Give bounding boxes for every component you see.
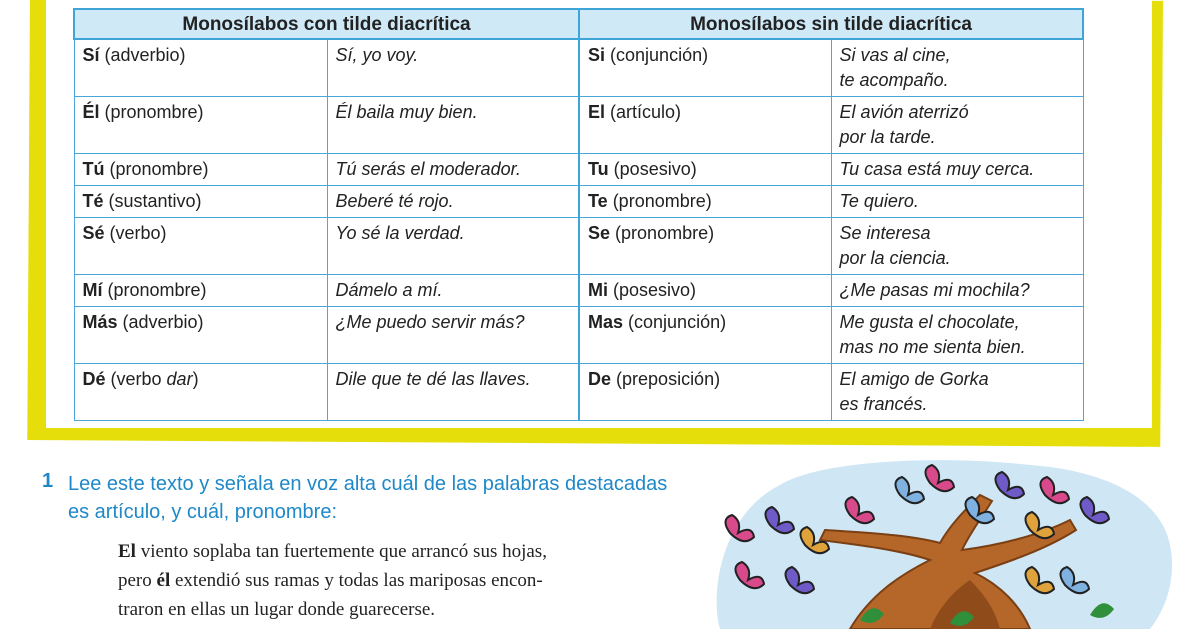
word-cell (74, 186, 327, 218)
word-sin-tilde: El (588, 102, 606, 122)
example-cell (831, 307, 1083, 364)
word-category: (verbo) (104, 223, 167, 243)
example-line: El amigo de Gorka (839, 369, 989, 389)
word-con-tilde: Él (82, 102, 100, 122)
word-sin-tilde: De (588, 369, 612, 389)
word-sin-tilde: Tu (588, 159, 609, 179)
word-category: (conjunción) (623, 312, 727, 332)
word-con-tilde: Tú (82, 159, 105, 179)
word-sin-tilde: Se (588, 223, 611, 243)
reading-text: traron en ellas un lugar donde guarecerse. (118, 599, 436, 620)
word-sin-tilde: Te (588, 191, 608, 211)
tilde-diacritica-table (73, 8, 1084, 421)
word-con-tilde: Té (82, 191, 104, 211)
table-row (74, 275, 1083, 307)
highlighted-word: él (156, 570, 171, 591)
reading-text: extendió sus ramas y todas las mariposas encon- (170, 570, 543, 591)
table-row (74, 186, 1083, 218)
reading-text: pero (118, 570, 157, 591)
reading-passage (118, 537, 678, 624)
header-sin-tilde: Monosílabos sin tilde diacrítica (579, 9, 1083, 39)
instruction-line: es artículo, y cuál, pronombre: (68, 501, 338, 523)
word-cell (74, 364, 327, 421)
example-cell (831, 39, 1083, 97)
example-line: por la tarde. (839, 127, 936, 147)
word-sin-tilde: Si (588, 45, 606, 65)
example-cell: Dámelo a mí. (327, 275, 579, 307)
reading-text: viento soplaba tan fuertemente que arrancó sus hojas, (135, 541, 547, 562)
example-line: Se interesa (839, 223, 931, 243)
word-con-tilde: Dé (82, 369, 106, 389)
word-category: (pronombre) (104, 159, 209, 179)
word-category: (posesivo) (608, 280, 697, 300)
exercise-instruction (68, 470, 768, 526)
word-category: (pronombre) (99, 102, 204, 122)
word-category: (adverbio) (99, 45, 186, 65)
example-cell (831, 97, 1083, 154)
word-cell (74, 275, 327, 307)
word-category-end: ) (192, 369, 199, 389)
word-category: (verbo (105, 369, 167, 389)
word-cell (74, 97, 327, 154)
word-cell (579, 39, 831, 97)
example-cell: Él baila muy bien. (327, 97, 579, 154)
exercise-number: 1 (42, 470, 54, 492)
word-con-tilde: Más (82, 312, 118, 332)
table-row (74, 97, 1083, 154)
example-line: Si vas al cine, (839, 45, 951, 65)
example-cell: ¿Me pasas mi mochila? (831, 275, 1083, 307)
word-con-tilde: Sé (82, 223, 105, 243)
word-category: (pronombre) (607, 191, 712, 211)
table-row (74, 307, 1083, 364)
word-category-italic: dar (166, 369, 193, 389)
word-con-tilde: Mí (82, 280, 103, 300)
example-cell: Dile que te dé las llaves. (327, 364, 579, 421)
word-cell (579, 275, 831, 307)
word-category: (conjunción) (605, 45, 709, 65)
highlighted-word: El (118, 541, 136, 562)
example-line: por la ciencia. (839, 248, 951, 268)
instruction-line: Lee este texto y señala en voz alta cuál de las palabras destacadas (68, 473, 668, 495)
word-category: (pronombre) (102, 280, 207, 300)
table-row (74, 218, 1083, 275)
word-category: (sustantivo) (103, 191, 202, 211)
word-cell (579, 154, 831, 186)
word-category: (artículo) (605, 102, 682, 122)
example-cell: Yo sé la verdad. (327, 218, 579, 275)
example-cell: Tu casa está muy cerca. (831, 154, 1083, 186)
word-category: (pronombre) (610, 223, 715, 243)
word-cell (579, 186, 831, 218)
word-con-tilde: Sí (82, 45, 100, 65)
example-line: es francés. (839, 394, 928, 414)
word-cell (579, 307, 831, 364)
example-cell: Beberé té rojo. (327, 186, 579, 218)
example-cell (831, 364, 1083, 421)
table-row (74, 364, 1083, 421)
example-line: Me gusta el chocolate, (839, 312, 1020, 332)
example-cell: Te quiero. (831, 186, 1083, 218)
word-category: (adverbio) (117, 312, 204, 332)
table-row (74, 39, 1083, 97)
header-con-tilde: Monosílabos con tilde diacrítica (74, 9, 579, 39)
example-line: mas no me sienta bien. (839, 337, 1026, 357)
word-cell (579, 218, 831, 275)
word-sin-tilde: Mi (588, 280, 609, 300)
example-line: El avión aterrizó (839, 102, 969, 122)
word-cell (74, 307, 327, 364)
tree-with-butterflies-illustration (700, 455, 1197, 629)
table-row (74, 154, 1083, 186)
word-cell (579, 364, 831, 421)
example-cell: ¿Me puedo servir más? (327, 307, 579, 364)
word-sin-tilde: Mas (588, 312, 624, 332)
word-category: (posesivo) (608, 159, 697, 179)
example-line: te acompaño. (839, 70, 949, 90)
table-header-row (74, 9, 1083, 39)
tilde-table-container (73, 8, 1082, 421)
example-cell: Sí, yo voy. (327, 39, 579, 97)
word-cell (74, 39, 327, 97)
example-cell (831, 218, 1083, 275)
word-cell (579, 97, 831, 154)
word-cell (74, 218, 327, 275)
word-category: (preposición) (611, 369, 721, 389)
word-cell (74, 154, 327, 186)
example-cell: Tú serás el moderador. (327, 154, 579, 186)
